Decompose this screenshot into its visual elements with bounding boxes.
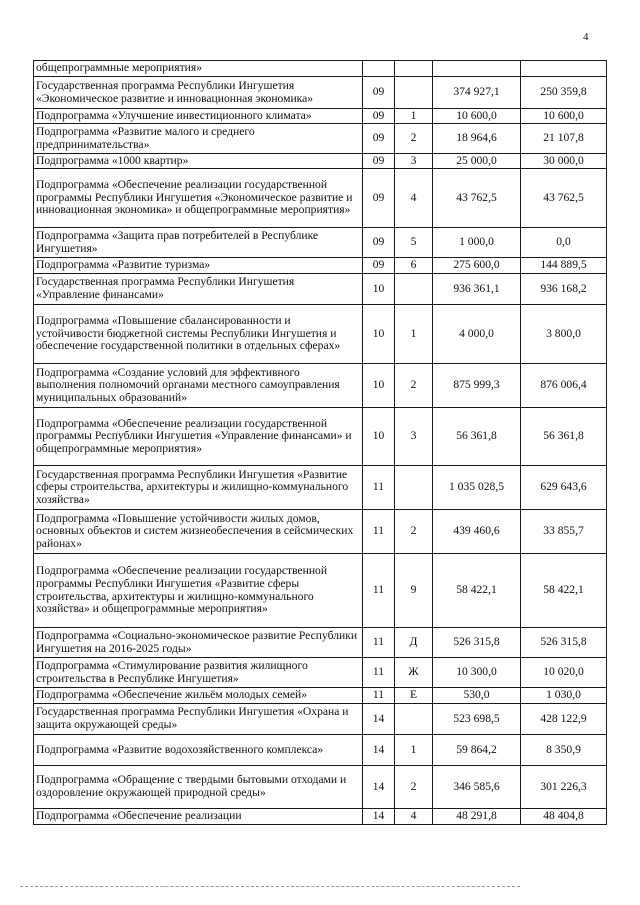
page-number: 4 bbox=[583, 31, 589, 43]
row-name-cell: Подпрограмма «Защита прав потребителей в Республике Ингушетия» bbox=[34, 228, 363, 258]
program-code-cell: 09 bbox=[363, 109, 395, 124]
table-row bbox=[34, 169, 607, 228]
amount-1-cell bbox=[433, 61, 521, 77]
table-row bbox=[34, 305, 607, 364]
row-name-cell: Подпрограмма «Повышение сбалансированности и устойчивости бюджетной системы Республики Ингушетия и обеспечение государственной политики в отдельных сферах» bbox=[34, 305, 363, 364]
subprogram-code-cell: 3 bbox=[395, 408, 433, 466]
row-name-cell: Государственная программа Республики Ингушетия «Управление финансами» bbox=[34, 274, 363, 305]
table-row bbox=[34, 809, 607, 825]
amount-1-cell: 1 035 028,5 bbox=[433, 466, 521, 510]
amount-1-cell: 43 762,5 bbox=[433, 169, 521, 228]
row-name-cell: общепрограммные мероприятия» bbox=[34, 61, 363, 77]
amount-1-cell: 936 361,1 bbox=[433, 274, 521, 305]
amount-1-cell: 275 600,0 bbox=[433, 258, 521, 274]
subprogram-code-cell: 4 bbox=[395, 809, 433, 825]
program-code-cell: 14 bbox=[363, 809, 395, 825]
subprogram-code-cell: 1 bbox=[395, 305, 433, 364]
row-name-cell: Подпрограмма «Обращение с твердыми бытовыми отходами и оздоровление окружающей природной среды» bbox=[34, 766, 363, 809]
program-code-cell: 11 bbox=[363, 628, 395, 658]
amount-2-cell: 250 359,8 bbox=[521, 77, 607, 109]
amount-1-cell: 1 000,0 bbox=[433, 228, 521, 258]
table-row bbox=[34, 154, 607, 169]
program-code-cell: 14 bbox=[363, 735, 395, 766]
row-name-cell: Государственная программа Республики Ингушетия «Развитие сферы строительства, архитектуры и жилищно-коммунального хозяйства» bbox=[34, 466, 363, 510]
amount-1-cell: 25 000,0 bbox=[433, 154, 521, 169]
amount-2-cell: 33 855,7 bbox=[521, 510, 607, 554]
amount-2-cell: 3 800,0 bbox=[521, 305, 607, 364]
amount-2-cell: 629 643,6 bbox=[521, 466, 607, 510]
row-name-cell: Подпрограмма «Развитие туризма» bbox=[34, 258, 363, 274]
program-code-cell: 11 bbox=[363, 688, 395, 704]
amount-1-cell: 4 000,0 bbox=[433, 305, 521, 364]
amount-2-cell: 428 122,9 bbox=[521, 704, 607, 735]
amount-1-cell: 439 460,6 bbox=[433, 510, 521, 554]
subprogram-code-cell bbox=[395, 704, 433, 735]
amount-2-cell bbox=[521, 61, 607, 77]
subprogram-code-cell: 9 bbox=[395, 554, 433, 628]
subprogram-code-cell: 1 bbox=[395, 109, 433, 124]
table-row bbox=[34, 704, 607, 735]
row-name-cell: Подпрограмма «Обеспечение реализации государственной программы Республики Ингушетия «Экономическое развитие и инновационная экономика» и общепрограммные мероприятия» bbox=[34, 169, 363, 228]
subprogram-code-cell: 6 bbox=[395, 258, 433, 274]
table-row bbox=[34, 124, 607, 154]
program-code-cell: 09 bbox=[363, 154, 395, 169]
program-code-cell: 10 bbox=[363, 408, 395, 466]
amount-2-cell: 43 762,5 bbox=[521, 169, 607, 228]
row-name-cell: Подпрограмма «Обеспечение реализации государственной программы Республики Ингушетия «Развитие сферы строительства, архитектуры и жилищно-коммунального хозяйства» и общепрограммные мероприятия» bbox=[34, 554, 363, 628]
program-code-cell: 10 bbox=[363, 305, 395, 364]
row-name-cell: Государственная программа Республики Ингушетия «Охрана и защита окружающей среды» bbox=[34, 704, 363, 735]
subprogram-code-cell: 2 bbox=[395, 124, 433, 154]
row-name-cell: Подпрограмма «Развитие водохозяйственного комплекса» bbox=[34, 735, 363, 766]
row-name-cell: Подпрограмма «1000 квартир» bbox=[34, 154, 363, 169]
subprogram-code-cell: 3 bbox=[395, 154, 433, 169]
amount-2-cell: 30 000,0 bbox=[521, 154, 607, 169]
row-name-cell: Подпрограмма «Социально-экономическое развитие Республики Ингушетия на 2016-2025 годы» bbox=[34, 628, 363, 658]
amount-1-cell: 530,0 bbox=[433, 688, 521, 704]
subprogram-code-cell: 2 bbox=[395, 766, 433, 809]
program-code-cell: 09 bbox=[363, 77, 395, 109]
subprogram-code-cell: 1 bbox=[395, 735, 433, 766]
amount-1-cell: 59 864,2 bbox=[433, 735, 521, 766]
amount-1-cell: 526 315,8 bbox=[433, 628, 521, 658]
program-code-cell: 10 bbox=[363, 274, 395, 305]
program-code-cell: 11 bbox=[363, 554, 395, 628]
amount-1-cell: 56 361,8 bbox=[433, 408, 521, 466]
amount-1-cell: 374 927,1 bbox=[433, 77, 521, 109]
row-name-cell: Подпрограмма «Обеспечение жильём молодых семей» bbox=[34, 688, 363, 704]
row-name-cell: Подпрограмма «Повышение устойчивости жилых домов, основных объектов и систем жизнеобеспечения в сейсмических районах» bbox=[34, 510, 363, 554]
amount-1-cell: 58 422,1 bbox=[433, 554, 521, 628]
amount-1-cell: 346 585,6 bbox=[433, 766, 521, 809]
amount-2-cell: 21 107,8 bbox=[521, 124, 607, 154]
program-code-cell: 09 bbox=[363, 258, 395, 274]
program-code-cell: 09 bbox=[363, 124, 395, 154]
table-row bbox=[34, 77, 607, 109]
row-name-cell: Государственная программа Республики Ингушетия «Экономическое развитие и инновационная экономика» bbox=[34, 77, 363, 109]
amount-2-cell: 301 226,3 bbox=[521, 766, 607, 809]
amount-2-cell: 8 350,9 bbox=[521, 735, 607, 766]
program-code-cell: 09 bbox=[363, 169, 395, 228]
subprogram-code-cell: 2 bbox=[395, 364, 433, 408]
subprogram-code-cell: Д bbox=[395, 628, 433, 658]
table-row bbox=[34, 554, 607, 628]
scan-bottom-edge bbox=[20, 886, 520, 888]
program-code-cell: 14 bbox=[363, 704, 395, 735]
program-code-cell: 11 bbox=[363, 510, 395, 554]
table-row bbox=[34, 658, 607, 688]
row-name-cell: Подпрограмма «Улучшение инвестиционного климата» bbox=[34, 109, 363, 124]
row-name-cell: Подпрограмма «Стимулирование развития жилищного строительства в Республике Ингушетия» bbox=[34, 658, 363, 688]
subprogram-code-cell: Ж bbox=[395, 658, 433, 688]
subprogram-code-cell bbox=[395, 77, 433, 109]
program-code-cell: 10 bbox=[363, 364, 395, 408]
amount-2-cell: 48 404,8 bbox=[521, 809, 607, 825]
amount-1-cell: 48 291,8 bbox=[433, 809, 521, 825]
table-row bbox=[34, 109, 607, 124]
subprogram-code-cell: 5 bbox=[395, 228, 433, 258]
table-row bbox=[34, 688, 607, 704]
subprogram-code-cell: 2 bbox=[395, 510, 433, 554]
row-name-cell: Подпрограмма «Создание условий для эффективного выполнения полномочий органами местного самоуправления муниципальных образований» bbox=[34, 364, 363, 408]
amount-1-cell: 10 300,0 bbox=[433, 658, 521, 688]
program-code-cell: 09 bbox=[363, 228, 395, 258]
amount-2-cell: 10 020,0 bbox=[521, 658, 607, 688]
amount-1-cell: 523 698,5 bbox=[433, 704, 521, 735]
table-row bbox=[34, 61, 607, 77]
budget-table-body bbox=[34, 61, 607, 825]
table-row bbox=[34, 364, 607, 408]
program-code-cell: 11 bbox=[363, 466, 395, 510]
row-name-cell: Подпрограмма «Обеспечение реализации bbox=[34, 809, 363, 825]
amount-2-cell: 526 315,8 bbox=[521, 628, 607, 658]
row-name-cell: Подпрограмма «Обеспечение реализации государственной программы Республики Ингушетия «Управление финансами» и общепрограммные мероприятия» bbox=[34, 408, 363, 466]
table-row bbox=[34, 510, 607, 554]
subprogram-code-cell: Е bbox=[395, 688, 433, 704]
program-code-cell: 14 bbox=[363, 766, 395, 809]
amount-2-cell: 10 600,0 bbox=[521, 109, 607, 124]
budget-table bbox=[33, 60, 607, 825]
amount-2-cell: 58 422,1 bbox=[521, 554, 607, 628]
table-row bbox=[34, 766, 607, 809]
program-code-cell bbox=[363, 61, 395, 77]
amount-2-cell: 1 030,0 bbox=[521, 688, 607, 704]
table-row bbox=[34, 628, 607, 658]
table-row bbox=[34, 466, 607, 510]
table-row bbox=[34, 228, 607, 258]
subprogram-code-cell bbox=[395, 61, 433, 77]
table-row bbox=[34, 408, 607, 466]
amount-2-cell: 936 168,2 bbox=[521, 274, 607, 305]
amount-1-cell: 875 999,3 bbox=[433, 364, 521, 408]
amount-1-cell: 18 964,6 bbox=[433, 124, 521, 154]
program-code-cell: 11 bbox=[363, 658, 395, 688]
amount-1-cell: 10 600,0 bbox=[433, 109, 521, 124]
subprogram-code-cell: 4 bbox=[395, 169, 433, 228]
amount-2-cell: 876 006,4 bbox=[521, 364, 607, 408]
table-row bbox=[34, 258, 607, 274]
subprogram-code-cell bbox=[395, 466, 433, 510]
amount-2-cell: 144 889,5 bbox=[521, 258, 607, 274]
amount-2-cell: 56 361,8 bbox=[521, 408, 607, 466]
subprogram-code-cell bbox=[395, 274, 433, 305]
row-name-cell: Подпрограмма «Развитие малого и среднего предпринимательства» bbox=[34, 124, 363, 154]
table-row bbox=[34, 735, 607, 766]
amount-2-cell: 0,0 bbox=[521, 228, 607, 258]
table-row bbox=[34, 274, 607, 305]
